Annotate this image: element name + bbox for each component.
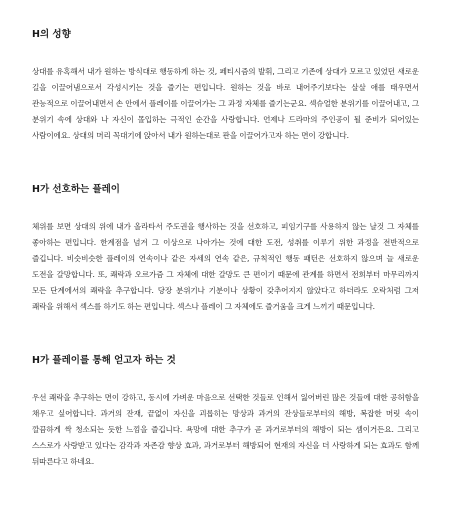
section-heading-tendency: H의 성향 [32,29,71,40]
section-body-preferred-play: 체위를 보면 상대의 위에 내가 올라타서 주도권을 행사하는 것을 선호하고, 피임기구를 사용하지 않는 날것 그 자체를 좋아하는 편입니다. 한계점을 넘겨 그 이상으로 나아가는 것에 대한 도전, 성취를 이루기 위한 과정을 전반적으로 즐깁니다. 비슷비슷한 플레이의 연속이나 같은 자세의 연속 같은, 규칙적인 행동 패턴은 선호하지 않으며 늘 새로운 도전을 갈망합니다. 또, 쾌락과 오르가즘 그 자체에 대한 갈망도 큰 편이기 때문에 관계를 하면서 전희부터 마무리까지 모든 단계에서의 쾌락을 추구합니다. 당장 분위기나 기분이나 상황이 갖추어지지 않았다고 하더라도 오락처럼 그저 쾌락을 위해서 섹스를 하기도 하는 편입니다. 섹스나 플레이 그 자체에도 즐거움을 크게 느끼기 때문입니다. [32,222,419,311]
section-body-tendency: 상대를 유혹해서 내가 원하는 방식대로 행동하게 하는 것, 페티시즘의 발휘, 그리고 기존에 상대가 모르고 있었던 새로운 길을 이끌어냄으로서 각성시키는 것을 즐기는 편입니다. 원하는 것을 바로 내어주기보다는 살살 애를 태우면서 관능적으로 이끌어내면서 손 안에서 플레이를 이끌어가는 그 과정 자체를 즐기는군요. 섹슈얼한 분위기를 이끌어내고, 그 분위기 속에 상대와 나 자신이 몰입하는 극적인 순간을 사랑합니다. 언제나 드라마의 주인공이 될 준비가 되어있는 사람이에요. 상대의 머리 꼭대기에 앉아서 내가 원하는대로 판을 이끌어가고자 하는 면이 강합니다. [32,67,419,140]
section-heading-preferred-play: H가 선호하는 플레이 [32,184,120,195]
section-body-goals: 우선 쾌락을 추구하는 면이 강하고, 동시에 가벼운 마음으로 선택한 것들로 인해서 잃어버린 많은 것들에 대한 공허함을 채우고 싶어합니다. 과거의 잔재, 끝없이 자신을 괴롭히는 망상과 과거의 잔상들로부터의 해방, 복잡한 머릿 속이 깔끔하게 싹 청소되는 듯한 느낌을 즐깁니다. 욕망에 대한 추구가 곧 과거로부터의 해방이 되는 셈이거든요. 그리고 스스로가 사랑받고 있다는 감각과 자존감 향상 효과, 과거로부터 해방되어 현재의 자신을 더 사랑하게 되는 효과도 함께 뒤따른다고 하네요. [32,393,419,466]
section-heading-goals: H가 플레이를 통해 얻고자 하는 것 [32,355,176,366]
